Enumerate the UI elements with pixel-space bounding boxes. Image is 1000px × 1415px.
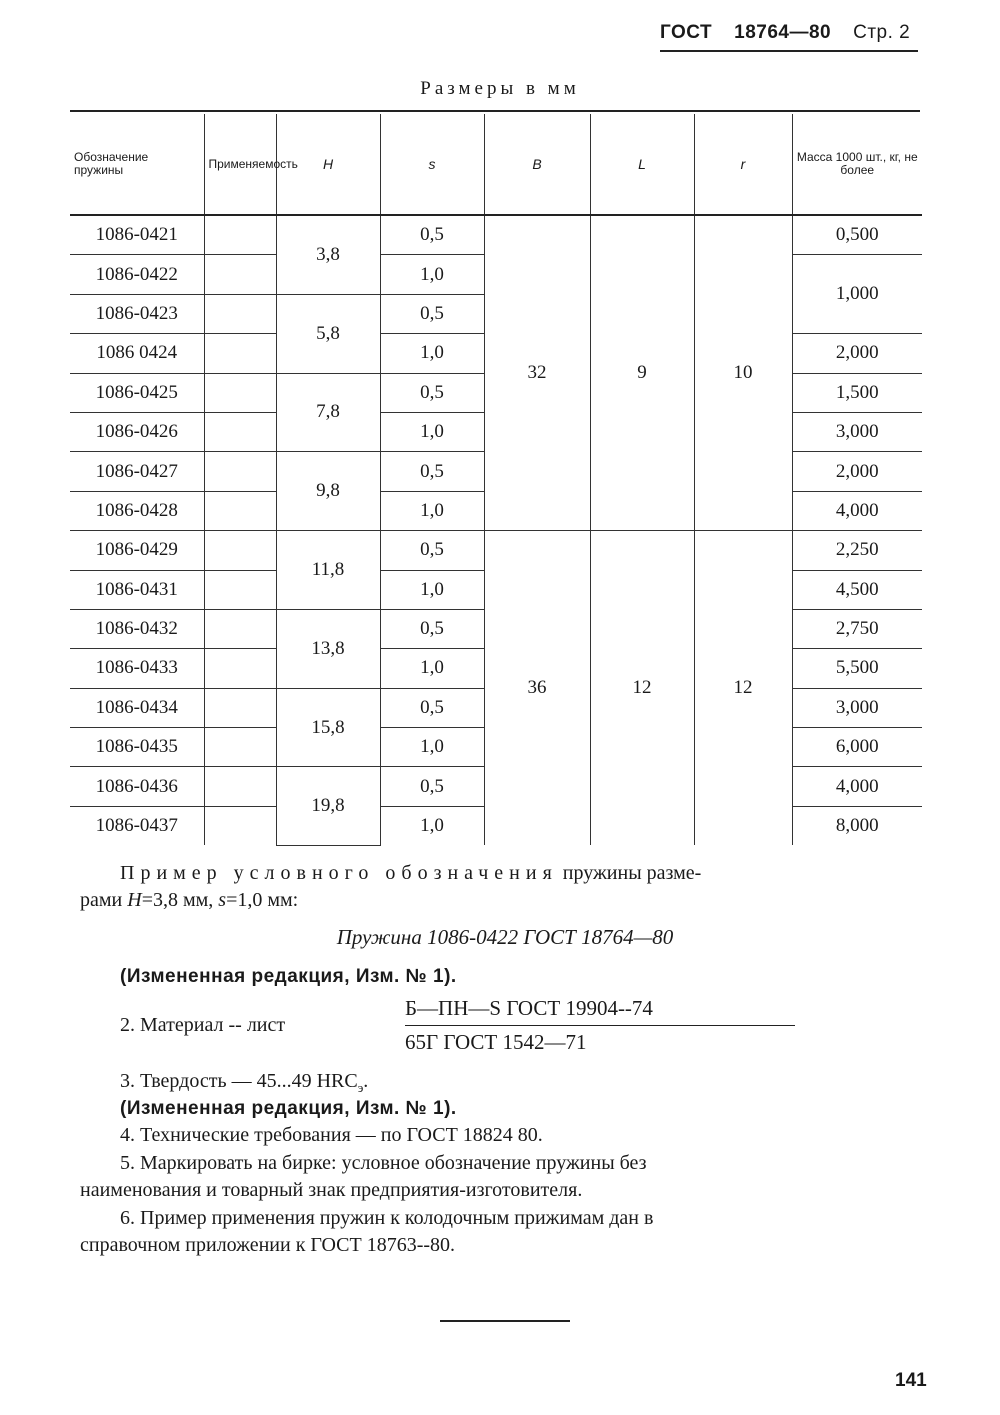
item-6-line1: 6. Пример применения пружин к колодочным прижимам дан в xyxy=(120,1207,654,1229)
cell-mass: 1,000 xyxy=(792,255,922,334)
cell-applicability xyxy=(204,215,276,255)
header-applicability: Применяемость xyxy=(204,114,276,215)
cell-s: 0,5 xyxy=(380,294,484,333)
header-s: s xyxy=(380,114,484,215)
cell-applicability xyxy=(204,531,276,570)
hardness-text: 3. Твердость — 45...49 HRC xyxy=(120,1070,358,1092)
cell-code: 1086-0435 xyxy=(70,728,204,767)
cell-mass: 2,250 xyxy=(792,531,922,570)
cell-mass: 4,000 xyxy=(792,767,922,806)
spring-dimensions-table xyxy=(70,114,922,846)
header-L: L xyxy=(590,114,694,215)
item-4: 4. Технические требования — по ГОСТ 18824 80. xyxy=(120,1124,543,1146)
cell-mass: 4,000 xyxy=(792,491,922,530)
cell-s: 0,5 xyxy=(380,452,484,491)
example-H: H xyxy=(127,889,142,911)
cell-applicability xyxy=(204,728,276,767)
example-line2: рами xyxy=(80,889,128,911)
cell-H: 15,8 xyxy=(276,688,380,767)
cell-mass: 8,000 xyxy=(792,806,922,845)
cell-mass: 2,000 xyxy=(792,452,922,491)
item-5-line2: наименования и товарный знак предприятия-изготовителя. xyxy=(80,1179,583,1201)
hardness-subscript: э xyxy=(357,1080,364,1095)
cell-applicability xyxy=(204,649,276,688)
header-gost: ГОСТ xyxy=(660,22,713,43)
item-5-line1: 5. Маркировать на бирке: условное обозначение пружины без xyxy=(120,1152,647,1174)
cell-s: 1,0 xyxy=(380,491,484,530)
header-mass: Масса 1000 шт., кг, не более xyxy=(792,114,922,215)
cell-L: 12 xyxy=(590,531,694,846)
cell-H: 3,8 xyxy=(276,215,380,294)
header-standard-number: 18764—80 xyxy=(734,22,832,43)
cell-code: 1086-0426 xyxy=(70,412,204,451)
cell-mass: 4,500 xyxy=(792,570,922,609)
example-s: s xyxy=(218,889,227,911)
cell-applicability xyxy=(204,452,276,491)
cell-mass: 1,500 xyxy=(792,373,922,412)
cell-applicability xyxy=(204,767,276,806)
cell-code: 1086-0431 xyxy=(70,570,204,609)
cell-r: 10 xyxy=(694,215,792,531)
cell-code: 1086-0421 xyxy=(70,215,204,255)
cell-B: 32 xyxy=(484,215,590,531)
cell-code: 1086-0429 xyxy=(70,531,204,570)
example-eq2: =1,0 мм: xyxy=(226,889,299,911)
header-H: H xyxy=(276,114,380,215)
cell-mass: 0,500 xyxy=(792,215,922,255)
cell-B: 36 xyxy=(484,531,590,846)
example-formula: Пружина 1086-0422 ГОСТ 18764—80 xyxy=(336,925,674,949)
table-header-row xyxy=(70,114,922,215)
cell-code: 1086 0424 xyxy=(70,334,204,373)
material-denominator: 65Г ГОСТ 1542—71 xyxy=(405,1030,587,1054)
table-top-rule xyxy=(70,110,920,112)
cell-code: 1086-0437 xyxy=(95,815,178,837)
cell-mass: 6,000 xyxy=(792,728,922,767)
material-label: 2. Материал -- лист xyxy=(120,1014,286,1036)
cell-applicability xyxy=(204,491,276,530)
cell-s: 0,5 xyxy=(380,609,484,648)
cell-mass: 2,000 xyxy=(792,334,922,373)
cell-H: 9,8 xyxy=(276,452,380,531)
revision-note-1: (Измененная редакция, Изм. № 1). xyxy=(120,966,457,987)
cell-applicability xyxy=(204,688,276,727)
page-header xyxy=(660,22,918,52)
cell-code: 1086-0433 xyxy=(70,649,204,688)
bottom-rule xyxy=(440,1320,570,1322)
cell-s: 1,0 xyxy=(380,806,484,845)
header-page: Стр. 2 xyxy=(853,22,911,43)
cell-mass: 3,000 xyxy=(792,412,922,451)
example-spaced-text: Пример условного обозначения xyxy=(120,862,558,884)
cell-mass: 3,000 xyxy=(792,688,922,727)
example-rest-text: пружины разме- xyxy=(557,862,702,884)
cell-s: 1,0 xyxy=(380,649,484,688)
item-6-line2: справочном приложении к ГОСТ 18763--80. xyxy=(80,1234,456,1256)
cell-code: 1086-0436 xyxy=(70,767,204,806)
cell-applicability xyxy=(204,294,276,333)
revision-note-2: (Измененная редакция, Изм. № 1). xyxy=(120,1098,457,1119)
item-5 xyxy=(80,1150,930,1204)
cell-code: 1086-0428 xyxy=(70,491,204,530)
cell-s: 0,5 xyxy=(380,767,484,806)
header-designation: Обозначение пружины xyxy=(70,114,204,215)
hardness-end: . xyxy=(363,1070,369,1092)
cell-code: 1086-0423 xyxy=(70,294,204,333)
table-row xyxy=(70,215,922,255)
cell-mass: 5,500 xyxy=(792,649,922,688)
cell-s: 1,0 xyxy=(380,412,484,451)
cell-H: 7,8 xyxy=(276,373,380,452)
cell-H: 11,8 xyxy=(276,531,380,610)
cell-code: 1086-0432 xyxy=(70,609,204,648)
cell-code: 1086-0422 xyxy=(70,255,204,294)
cell-code: 1086-0427 xyxy=(70,452,204,491)
header-B: B xyxy=(484,114,590,215)
cell-H: 5,8 xyxy=(276,294,380,373)
cell-s: 1,0 xyxy=(380,728,484,767)
example-paragraph xyxy=(80,860,930,914)
page-number: 141 xyxy=(895,1370,927,1391)
cell-s: 1,0 xyxy=(380,334,484,373)
material-numerator: Б—ПН—S ГОСТ 19904--74 xyxy=(405,996,795,1026)
cell-mass: 2,750 xyxy=(792,609,922,648)
cell-r: 12 xyxy=(694,531,792,846)
cell-applicability xyxy=(204,412,276,451)
cell-code: 1086-0434 xyxy=(70,688,204,727)
units-caption: Размеры в мм xyxy=(420,78,580,99)
cell-s: 1,0 xyxy=(380,255,484,294)
example-eq1: =3,8 мм, xyxy=(141,889,219,911)
cell-applicability xyxy=(204,609,276,648)
cell-applicability xyxy=(204,570,276,609)
cell-s: 0,5 xyxy=(380,531,484,570)
cell-applicability xyxy=(204,806,276,845)
cell-applicability xyxy=(204,255,276,294)
cell-s: 0,5 xyxy=(380,688,484,727)
cell-s: 1,0 xyxy=(380,570,484,609)
cell-code: 1086-0425 xyxy=(70,373,204,412)
cell-s: 0,5 xyxy=(380,215,484,255)
cell-applicability xyxy=(204,373,276,412)
cell-applicability xyxy=(204,334,276,373)
material-fraction xyxy=(405,996,795,1055)
header-r: r xyxy=(694,114,792,215)
cell-H: 13,8 xyxy=(276,609,380,688)
cell-L: 9 xyxy=(590,215,694,531)
cell-s: 0,5 xyxy=(380,373,484,412)
cell-H: 19,8 xyxy=(276,767,380,845)
item-6 xyxy=(80,1205,930,1259)
table-row xyxy=(70,531,922,570)
